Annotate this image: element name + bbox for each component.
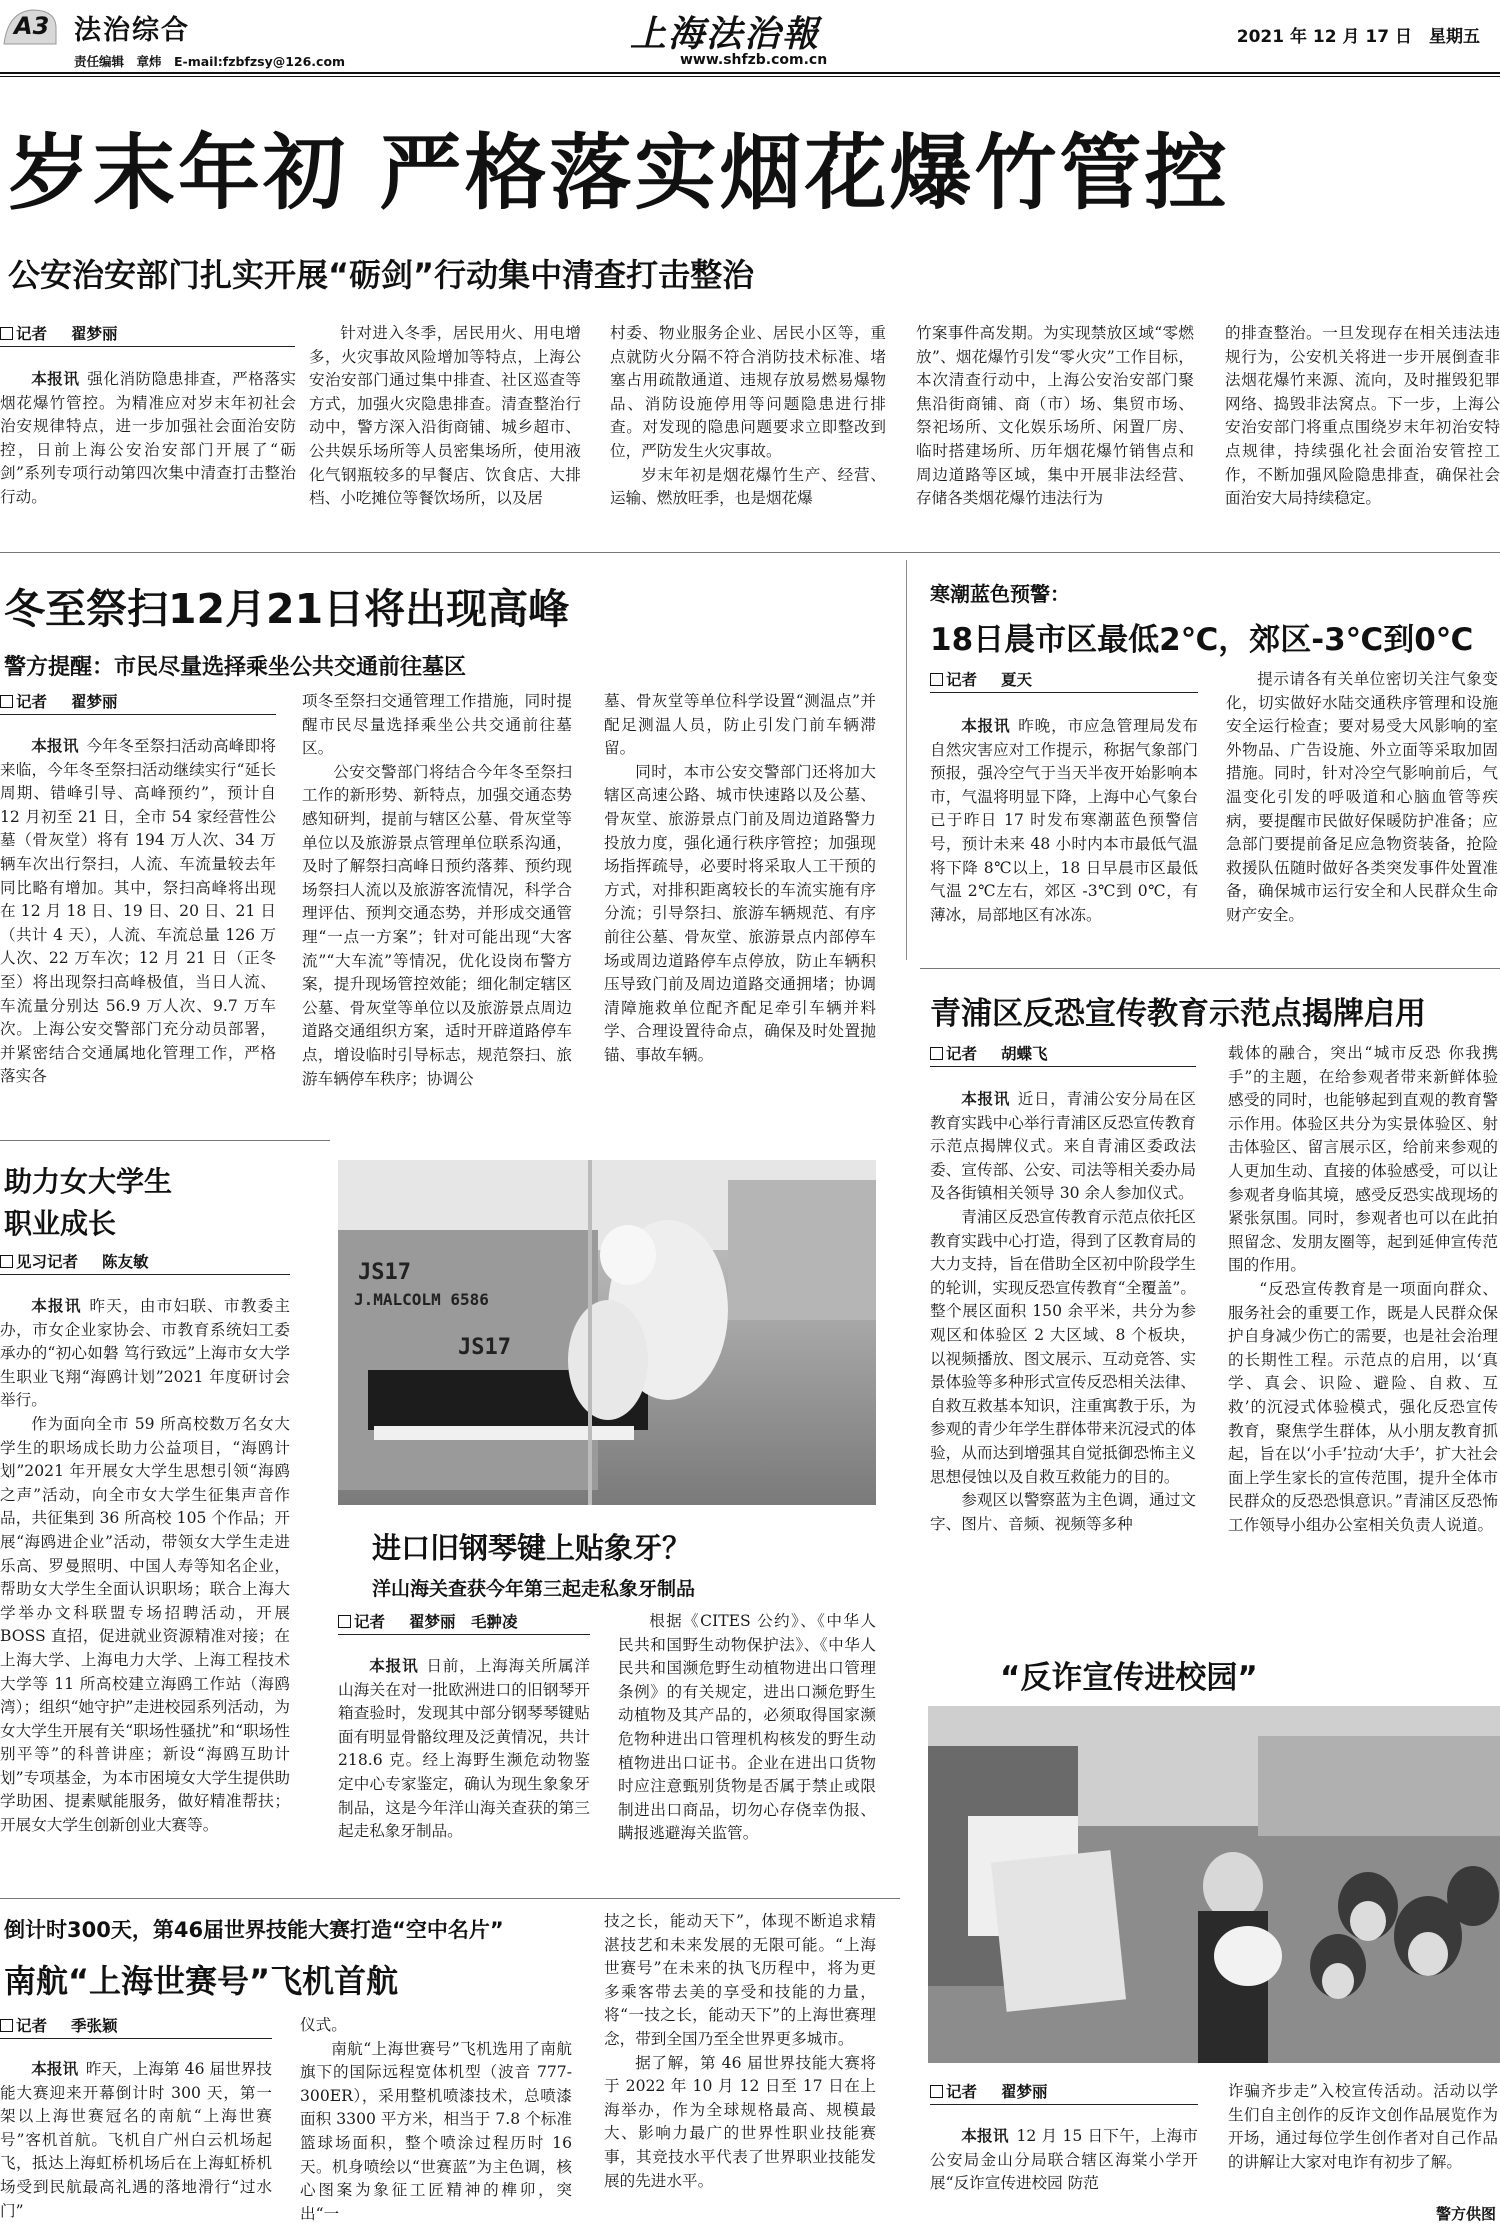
lead-headline: 岁末年初 严格落实烟花爆竹管控	[8, 126, 1230, 221]
lead-column-2: 针对进入冬季，居民用火、用电增多，火灾事故风险增加等特点，上海公安治安部门通过集中排查、社区巡查等方式，加强火灾隐患排查。清查整治行动中，警方深入沿街商铺、城乡超市、公共娱乐场所等人员密集场所，使用液化气钢瓶较多的早餐店、饮食店、大排档、小吃摊位等餐饮场所，以及居	[309, 324, 581, 508]
byline-box-icon	[338, 1615, 351, 1628]
crate-label: JS17	[358, 1260, 411, 1285]
byline-rule	[930, 2104, 1198, 2105]
piano-column-2: 根据《CITES 公约》、《中华人民共和国野生动物保护法》、《中华人民共和国濒危野生动植物进出口管理条例》的有关规定，进出口濒危野生动植物及其产品的，必须取得国家濒危物种进出口管理机构核发的野生动植物进出口证书。企业在进出口货物时应注意甄别货物是否属于禁止或限制进出口商品，切勿心存侥幸伪报、瞒报逃避海关监管。	[618, 1612, 876, 1843]
solstice-column-2: 项冬至祭扫交通管理工作措施，同时提醒市民尽量选择乘坐公共交通前往墓区。 公安交警部门将结合今年冬至祭扫工作的新形势、新特点，加强交通态势感知研判，提前与辖区公墓、骨灰堂等单位以及旅游景点管理单位联系沟通，及时了解祭扫高峰日预约落葬、预约现场祭扫人流以及旅游客流情况，科学合理评估、预判交通态势，并形成交通管理“一点一方案”；针对可能出现“大客流”“大车流”等情况，优化设岗布警方案，提升现场管控效能；细化制定辖区公墓、骨灰堂等单位以及旅游景点周边道路交通组织方案，适时开辟道路停车点，增设临时引导标志，规范祭扫、旅游车辆停车秩序；协调公	[302, 692, 572, 1088]
column-rule	[906, 560, 907, 960]
airline-column-3: 技之长，能动天下”，体现不断追求精湛技艺和未来发展的无限可能。“上海世赛号”在未来的执飞历程中，将为更多乘客带去美的享受和技能的力量，将“一技之长，能动天下”的上海世赛理念，带到全国乃至全世界更多城市。 据了解，第 46 届世界技能大赛将于 2022 年 10 月 12 日至 17 日在上海举办，作为全球规格最高、规模最大、影响力最广的世界性职业技能赛事，其竞技水平代表了世界职业技能发展的先进水平。	[604, 1912, 876, 2190]
qingpu-column-1: 本报讯 近日，青浦公安分局在区教育实践中心举行青浦区反恐宣传教育示范点揭牌仪式。来自青浦区委政法委、宣传部、公安、司法等相关委办局及各街镇相关领导 30 余人参加仪式。 青浦区反恐宣传教育示范点依托区教育实践中心打造，得到了区教育局的大力支持，旨在借助全区初中阶段学生的轮训，实现反恐宣传教育“全覆盖”。整个展区面积 150 余平米，共分为参观区和体验区 2 大区域、8 个板块，以视频播放、图文展示、互动竞答、实景体验等多种形式宣传反恐相关法律、自救互救基本知识，注重寓教于乐，为参观的青少年学生群体带来沉浸式的体验，从而达到增强其自觉抵御恐怖主义思想侵蚀以及自救互救能力的目的。 参观区以警察蓝为主色调，通过文字、图片、音频、视频等多种	[930, 1090, 1196, 1533]
lead-column-3: 村委、物业服务企业、居民小区等，重点就防火分隔不符合消防技术标准、堵塞占用疏散通道、违规存放易燃易爆物品、消防设施停用等问题隐患进行排查。对发现的隐患问题要求立即整改到位，严防发生火灾事故。 岁末年初是烟花爆竹生产、经营、运输、燃放旺季，也是烟花爆	[610, 324, 886, 508]
airline-column-2: 仪式。 南航“上海世赛号”飞机选用了南航旗下的国际远程宽体机型（波音 777-300ER），采用整机喷漆技术，总喷漆面积 3300 平方米，相当于 7.8 个标准篮球场面积，整个喷涂过程历时 16 天。机身喷绘以“世赛蓝”为主色调，核心图案为象征工匠精神的榫卯，突出“一	[300, 2016, 572, 2223]
lead-byline: 记者 翟梦丽	[0, 322, 118, 344]
piano-ivory-photo	[338, 1160, 876, 1505]
female-headline-line1: 助力女大学生	[4, 1165, 173, 1198]
crate-label: JS17	[458, 1335, 511, 1360]
qingpu-column-2: 载体的融合，突出“城市反恐 你我携手”的主题，在给参观者带来新鲜体验感受的同时，也能够起到直观的教育警示作用。体验区共分为实景体验区、射击体验区、留言展示区，给前来参观的人更加生动、直接的体验感受，可以让参观者身临其境，感受反恐实战现场的紧张氛围。同时，参观者也可以在此拍照留念、发朋友圈等，起到延伸宣传范围的作用。 “反恐宣传教育是一项面向群众、服务社会的重要工作，既是人民群众保护自身减少伤亡的需要，也是社会治理的长期性工程。示范点的启用，以‘真学、真会、识险、避险、自救、互救’的沉浸式体验模式，强化反恐宣传教育，聚焦学生群体，从小朋友教育抓起，旨在以‘小手’拉动‘大手’，扩大社会面上学生家长的宣传范围，提升全体市民群众的反恐恐惧意识。”青浦区反恐怖工作领导小组办公室相关负责人说道。	[1228, 1044, 1498, 1534]
lead-subtitle: 公安治安部门扎实开展“砺剑”行动集中清查打击整治	[8, 256, 755, 294]
weather-headline: 18日晨市区最低2℃，郊区-3℃到0℃	[930, 622, 1474, 658]
piano-subtitle: 洋山海关查获今年第三起走私象牙制品	[372, 1578, 696, 1600]
solstice-subtitle: 警方提醒：市民尽量选择乘坐公共交通前往墓区	[4, 655, 467, 680]
female-byline: 见习记者 陈友敏	[0, 1250, 149, 1272]
female-column: 本报讯 昨天，由市妇联、市教委主办，市女企业家协会、市教育系统妇工委承办的“初心如磐 笃行致远”上海市女大学生职业飞翔“海鸥计划”2021 年度研讨会举行。 作为面向全市 59 所高校数万名女大学生的职场成长助力公益项目，“海鸥计划”2021 年开展女大学生思想引领“海鸥之声”活动，向全市女大学生征集声音作品，共征集到 36 所高校 105 个作品；开展“海鸥进企业”活动，带领女大学生走进乐高、罗曼照明、中国人寿等知名企业，帮助女大学生全面认识职场；联合上海大学举办文科联盟专场招聘活动，开展 BOSS 直招，促进就业资源精准对接；在上海大学、上海电力大学、上海工程技术大学等 11 所高校建立海鸥工作站（海鸥湾）；组织“她守护”走进校园系列活动，为女大学生开展有关“职场性骚扰”和“职场性别平等”的科普讲座；新设“海鸥互助计划”专项基金，为本市困境女大学生提供助学助困、提素赋能服务，做好精准帮扶；开展女大学生创新创业大赛等。	[0, 1297, 290, 1835]
byline-rule	[338, 1634, 590, 1635]
solstice-byline: 记者 翟梦丽	[0, 690, 118, 712]
crate-label: J.MALCOLM 6586	[354, 1290, 489, 1309]
page-badge	[2, 6, 58, 46]
section-divider	[0, 552, 1500, 553]
qingpu-byline: 记者 胡蝶飞	[930, 1042, 1048, 1064]
editor-line: 责任编辑 章炜 E-mail:fzbfzsy@126.com	[74, 54, 346, 69]
page-number: A3	[14, 12, 50, 40]
masthead-rule	[0, 72, 1500, 74]
solstice-headline: 冬至祭扫12月21日将出现高峰	[4, 585, 570, 633]
paper-name: 上海法治報	[630, 13, 821, 55]
section-title: 法治综合	[74, 15, 190, 46]
byline-box-icon	[0, 2019, 13, 2032]
airline-column-1: 本报讯 昨天，上海第 46 届世界技能大赛迎来开幕倒计时 300 天，第一架以上海世赛冠名的南航“上海世赛号”客机首航。飞机自广州白云机场起飞，抵达上海虹桥机场后在上海虹桥机场受到民航最高礼遇的落地滑行“过水门”	[0, 2060, 272, 2220]
masthead-rule-thin	[0, 76, 1500, 77]
issue-date: 2021 年 12 月 17 日 星期五	[1236, 27, 1480, 47]
airline-headline: 南航“上海世赛号”飞机首航	[4, 1962, 399, 2000]
section-divider	[0, 1898, 900, 1899]
piano-byline: 记者 翟梦丽 毛翀凌	[338, 1610, 518, 1632]
antifraud-column-1: 本报讯 12 月 15 日下午，上海市公安局金山分局联合辖区海棠小学开展“反诈宣传进校园 防范	[930, 2127, 1198, 2193]
section-divider	[0, 1140, 330, 1141]
byline-rule	[0, 346, 295, 347]
solstice-column-1: 本报讯 今年冬至祭扫活动高峰即将来临，今年冬至祭扫活动继续实行“延长周期、错峰引导、高峰预约”，预计自 12 月初至 21 日，全市 54 家经营性公墓（骨灰堂）将有 194 万人次、34 万辆车次出行祭扫，人流、车流量较去年同比略有增加。其中，祭扫高峰将出现在 12 月 18 日、19 日、20 日、21 日（共计 4 天），人流、车流总量 126 万人次、22 万车次；12 月 21 日（正冬至）将出现祭扫高峰极值，当日人流、车流量分别达 56.9 万人次、9.7 万车次。上海公安交警部门充分动员部署，并紧密结合交通属地化管理工作，严格落实各	[0, 737, 276, 1086]
byline-box-icon	[0, 695, 13, 708]
antifraud-headline: “反诈宣传进校园”	[1000, 1660, 1258, 1696]
airline-byline: 记者 季张颖	[0, 2014, 118, 2036]
section-divider	[920, 968, 1500, 969]
byline-box-icon	[930, 673, 943, 686]
byline-rule	[930, 1066, 1196, 1067]
photo-credit: 警方供图	[1435, 2205, 1496, 2223]
solstice-column-3: 墓、骨灰堂等单位科学设置“测温点”并配足测温人员，防止引发门前车辆滞留。 同时，本市公安交警部门还将加大辖区高速公路、城市快速路以及公墓、骨灰堂、旅游景点门前及周边道路警力投放力度，强化通行秩序管控；加强现场指挥疏导，必要时将采取人工干预的方式，对排积距离较长的车流实施有序分流；引导祭扫、旅游车辆规范、有序前往公墓、骨灰堂、旅游景点内部停车场或周边道路停车点停放，防止车辆积压导致门前及周边道路交通拥堵；协调清障施救单位配齐配足牵引车辆并料学、合理设置待命点，确保及时处置抛锚、事故车辆。	[604, 692, 876, 1064]
female-headline-line2: 职业成长	[4, 1207, 117, 1240]
piano-headline: 进口旧钢琴键上贴象牙？	[372, 1531, 692, 1565]
website: www.shfzb.com.cn	[680, 52, 828, 68]
antifraud-column-2: 诈骗齐步走”入校宣传活动。活动以学生们自主创作的反诈文创作品展览作为开场，通过每位学生创作者对自己作品的讲解让大家对电诈有初步了解。	[1228, 2082, 1498, 2171]
weather-kicker: 寒潮蓝色预警：	[930, 582, 1070, 606]
antifraud-byline: 记者 翟梦丽	[930, 2080, 1048, 2102]
qingpu-headline: 青浦区反恐宣传教育示范点揭牌启用	[930, 996, 1426, 1032]
byline-rule	[0, 2038, 272, 2039]
lead-column-5: 的排查整治。一旦发现存在相关违法违规行为，公安机关将进一步开展倒查非法烟花爆竹来源、流向，及时摧毁犯罪网络、捣毁非法窝点。下一步，上海公安治安部门将重点围绕岁末年初治安特点规律，持续强化社会面治安管控工作，不断加强风险隐患排查，确保社会面治安大局持续稳定。	[1225, 324, 1500, 508]
lead-column-4: 竹案事件高发期。为实现禁放区域“零燃放”、烟花爆竹引发“零火灾”工作目标，本次清查行动中，上海公安治安部门聚焦沿街商铺、商（市）场、集贸市场、祭祀场所、文化娱乐场所、闲置厂房、临时搭建场所、历年烟花爆竹销售点和周边道路等区域，集中开展非法经营、存储各类烟花爆竹违法行为	[916, 324, 1194, 508]
weather-column-1: 本报讯 昨晚，市应急管理局发布自然灾害应对工作提示，称据气象部门预报，强冷空气于当天半夜开始影响本市，气温将明显下降，上海中心气象台已于昨日 17 时发布寒潮蓝色预警信号，预计未来 48 小时内本市最低气温将下降 8℃以上，18 日早晨市区最低气温 2℃左右，郊区 -3℃到 0℃，有薄冰，局部地区有冰冻。	[930, 717, 1198, 924]
piano-column-1: 本报讯 日前，上海海关所属洋山海关在对一批欧洲进口的旧钢琴开箱查验时，发现其中部分钢琴琴键贴面有明显骨骼纹理及泛黄情况，共计 218.6 克。经上海野生濒危动物鉴定中心专家鉴定，确认为现生象象牙制品，这是今年洋山海关查获的第三起走私象牙制品。	[338, 1657, 590, 1841]
byline-box-icon	[930, 2085, 943, 2098]
byline-box-icon	[0, 327, 13, 340]
weather-byline: 记者 夏天	[930, 668, 1032, 690]
airline-kicker: 倒计时300天，第46届世界技能大赛打造“空中名片”	[4, 1918, 504, 1942]
weather-column-2: 提示请各有关单位密切关注气象变化，切实做好水陆交通秩序管理和设施安全运行检查；要对易受大风影响的室外物品、广告设施、外立面等采取加固措施。同时，针对冷空气影响前后，气温变化引发的呼吸道和心脑血管等疾病，要提醒市民做好保暖防护准备；应急部门要提前备足应急物资装备，抢险救援队伍随时做好各类突发事件处置准备，确保城市运行安全和人民群众生命财产安全。	[1226, 670, 1498, 924]
antifraud-photo	[928, 1706, 1500, 2063]
byline-box-icon	[930, 1047, 943, 1060]
byline-rule	[930, 692, 1198, 693]
byline-rule	[0, 1274, 290, 1275]
byline-rule	[0, 714, 276, 715]
byline-box-icon	[0, 1255, 13, 1268]
lead-column-1: 本报讯 强化消防隐患排查，严格落实烟花爆竹管控。为精准应对岁末年初社会治安规律特点，进一步加强社会面治安防控，日前上海公安治安部门开展了“砺剑”系列专项行动第四次集中清查打击整治行动。	[0, 370, 296, 506]
